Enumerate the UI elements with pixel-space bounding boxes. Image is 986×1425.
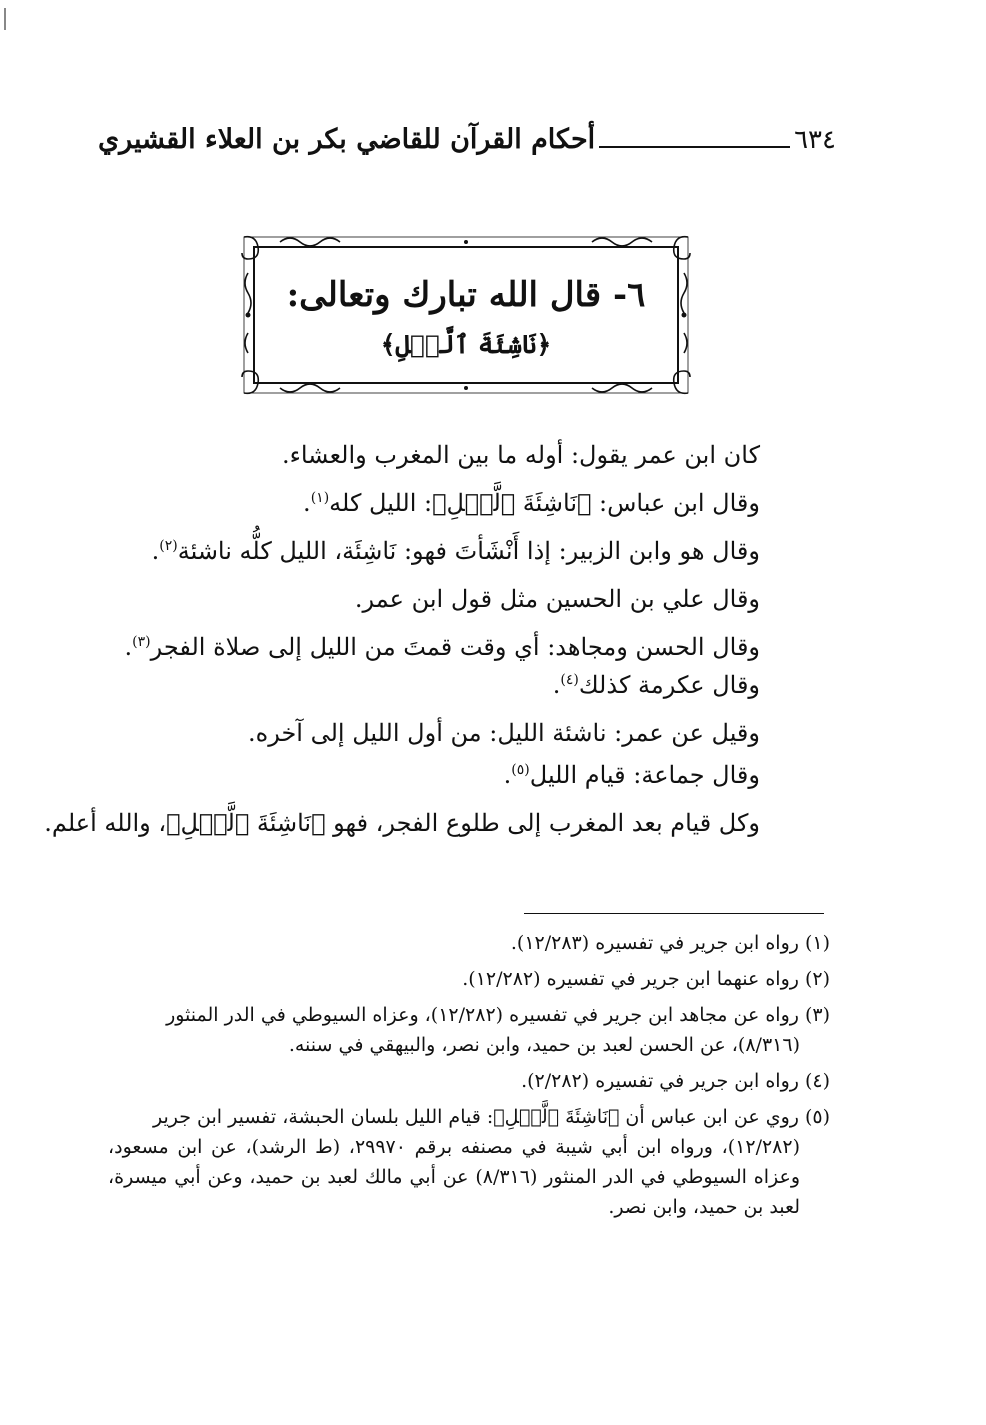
body-line: وقال علي بن الحسين مثل قول ابن عمر.: [354, 585, 760, 613]
footnote: (١)رواه ابن جرير في تفسيره (١٢/٢٨٣).: [510, 932, 830, 954]
body-line: كان ابن عمر يقول: أوله ما بين المغرب والعشاء.: [281, 441, 760, 469]
header-rule: [599, 146, 790, 148]
running-header: [98, 108, 836, 156]
body-line: وقيل عن عمر: ناشئة الليل: من أول الليل إلى آخره.: [248, 719, 760, 747]
scan-edge-mark: [4, 8, 6, 30]
body-line: وقال عكرمة كذلك$^{(٤)}$.: [552, 671, 760, 699]
footnote-ref: (٥): [511, 762, 530, 778]
body-line: وقال الحسن ومجاهد: أي وقت قمتَ من الليل إلى صلاة الفجر$^{(٣)}$.: [124, 633, 760, 661]
footnote: (٢)رواه عنهما ابن جرير في تفسيره (١٢/٢٨٢).: [462, 968, 830, 990]
ornamental-title-box: [240, 233, 692, 397]
book-title: أحكام القرآن للقاضي بكر بن العلاء القشيري: [98, 124, 596, 155]
footnote-ref: (٤): [560, 672, 579, 688]
footnote: (٤)رواه ابن جرير في تفسيره (٢/٢٨٢).: [521, 1070, 830, 1092]
footnote-ref: (١): [310, 490, 330, 506]
page-number: ٦٣٤: [794, 125, 836, 155]
body-line: وقال جماعة: قيام الليل$^{(٥)}$.: [503, 761, 760, 789]
body-line: وقال هو وابن الزبير: إذا أَنْشَأتَ فهو: نَاشِئَة، الليل كلُّه ناشئة$^{(٢)}$.: [151, 537, 760, 565]
footnote-ref: (٢): [159, 538, 178, 554]
footnote: (٥)روي عن ابن عباس أن ﴿نَاشِئَةَ ٱلَّيۡلِ﴾: قيام الليل بلسان الحبشة، تفسير ابن جرير (١٢/٢٨٢)، ورواه ابن أبي شيبة في مصنفه برقم ٢٩٩٧٠، (ط الرشد)، عن ابن مسعود، وعزاه السيوطي في الدر المنثور (٨/٣١٦) عن أبي مالك لعبد بن حميد، وعن أبي ميسرة، لعبد بن حميد، وابن نصر.: [108, 1106, 830, 1218]
footnote-separator: [524, 913, 824, 914]
body-line: وقال ابن عباس: ﴿نَاشِئَةَ ٱلَّيۡلِ﴾: الليل كله$^{(١)}$.: [303, 489, 760, 517]
quranic-phrase: ﴿نَاشِئَةَ ٱلَّيۡلِ﴾: [380, 330, 552, 359]
footnote-ref: (٣): [132, 634, 151, 650]
section-heading: ٦- قال الله تبارك وتعالى:: [286, 275, 646, 315]
body-line: وكل قيام بعد المغرب إلى طلوع الفجر، فهو ﴿نَاشِئَةَ ٱلَّيۡلِ﴾، والله أعلم.: [44, 809, 760, 837]
footnote: (٣)رواه عن مجاهد ابن جرير في تفسيره (١٢/٢٨٢)، وعزاه السيوطي في الدر المنثور (٨/٣١٦)، عن الحسن لعبد بن حميد، وابن نصر، والبيهقي في سننه.: [166, 1004, 830, 1056]
body-text: [44, 440, 760, 838]
footnotes: [108, 928, 830, 1228]
